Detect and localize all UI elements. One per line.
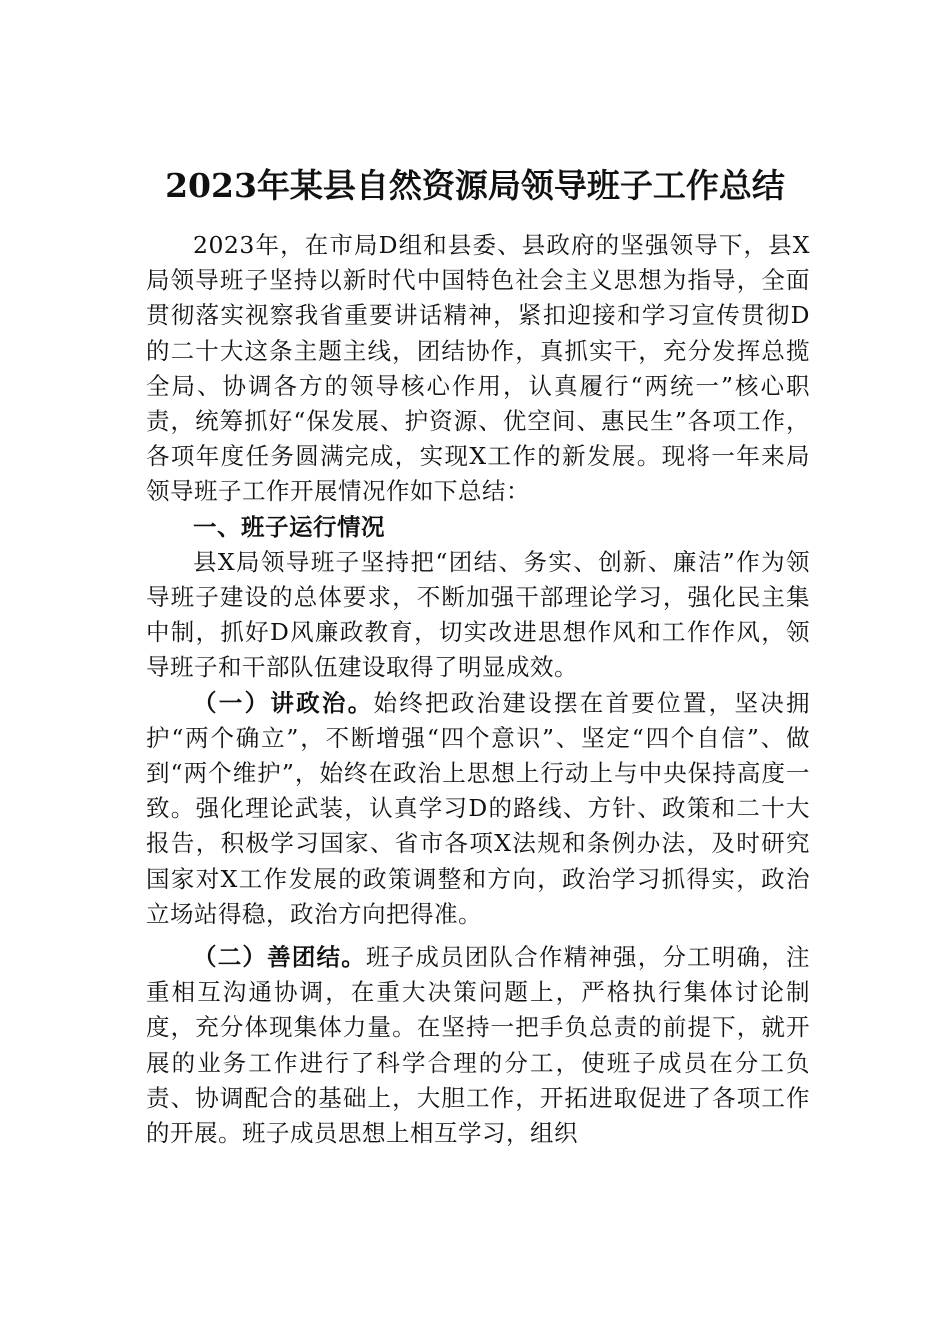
section-1-item-2 — [146, 940, 810, 1151]
section-1-summary: 县X局领导班子坚持把“团结、务实、创新、廉洁”作为领导班子建设的总体要求，不断加强干部理论学习，强化民主集中制，抓好D风廉政教育，切实改进思想作风和工作作风，领导班子和干部队伍建设取得了明显成效。 — [146, 547, 810, 682]
document-body — [146, 228, 810, 1151]
item-1-lead: （一）讲政治。 — [193, 688, 374, 717]
item-2-lead: （二）善团结。 — [193, 943, 366, 972]
section-1-item-1 — [146, 686, 810, 932]
item-1-text: 始终把政治建设摆在首要位置，坚决拥护“两个确立”，不断增强“四个意识”、坚定“四个自信”、做到“两个维护”，始终在政治上思想上行动上与中央保持高度一致。强化理论武装，认真学习D的路线、方针、政策和二十大报告，积极学习国家、省市各项X法规和条例办法，及时研究国家对X工作发展的政策调整和方向，政治学习抓得实，政治立场站得稳，政治方向把得准。 — [146, 688, 811, 928]
document-title: 2023年某县自然资源局领导班子工作总结 — [165, 166, 785, 205]
intro-paragraph: 2023年，在市局D组和县委、县政府的坚强领导下，县X局领导班子坚持以新时代中国特色社会主义思想为指导，全面贯彻落实视察我省重要讲话精神，紧扣迎接和学习宣传贯彻D的二十大这条主题主线，团结协作，真抓实干，充分发挥总揽全局、协调各方的领导核心作用，认真履行“两统一”核心职责，统筹抓好“保发展、护资源、优空间、惠民生”各项工作，各项年度任务圆满完成，实现X工作的新发展。现将一年来局领导班子工作开展情况作如下总结： — [146, 231, 810, 506]
section-heading-1: 一、班子运行情况 — [193, 512, 385, 541]
item-2-text: 班子成员团队合作精神强，分工明确，注重相互沟通协调，在重大决策问题上，严格执行集体讨论制度，充分体现集体力量。在坚持一把手负总责的前提下，就开展的业务工作进行了科学合理的分工，使班子成员在分工负责、协调配合的基础上，大胆工作，开拓进取促进了各项工作的开展。班子成员思想上相互学习，组织 — [146, 943, 811, 1148]
